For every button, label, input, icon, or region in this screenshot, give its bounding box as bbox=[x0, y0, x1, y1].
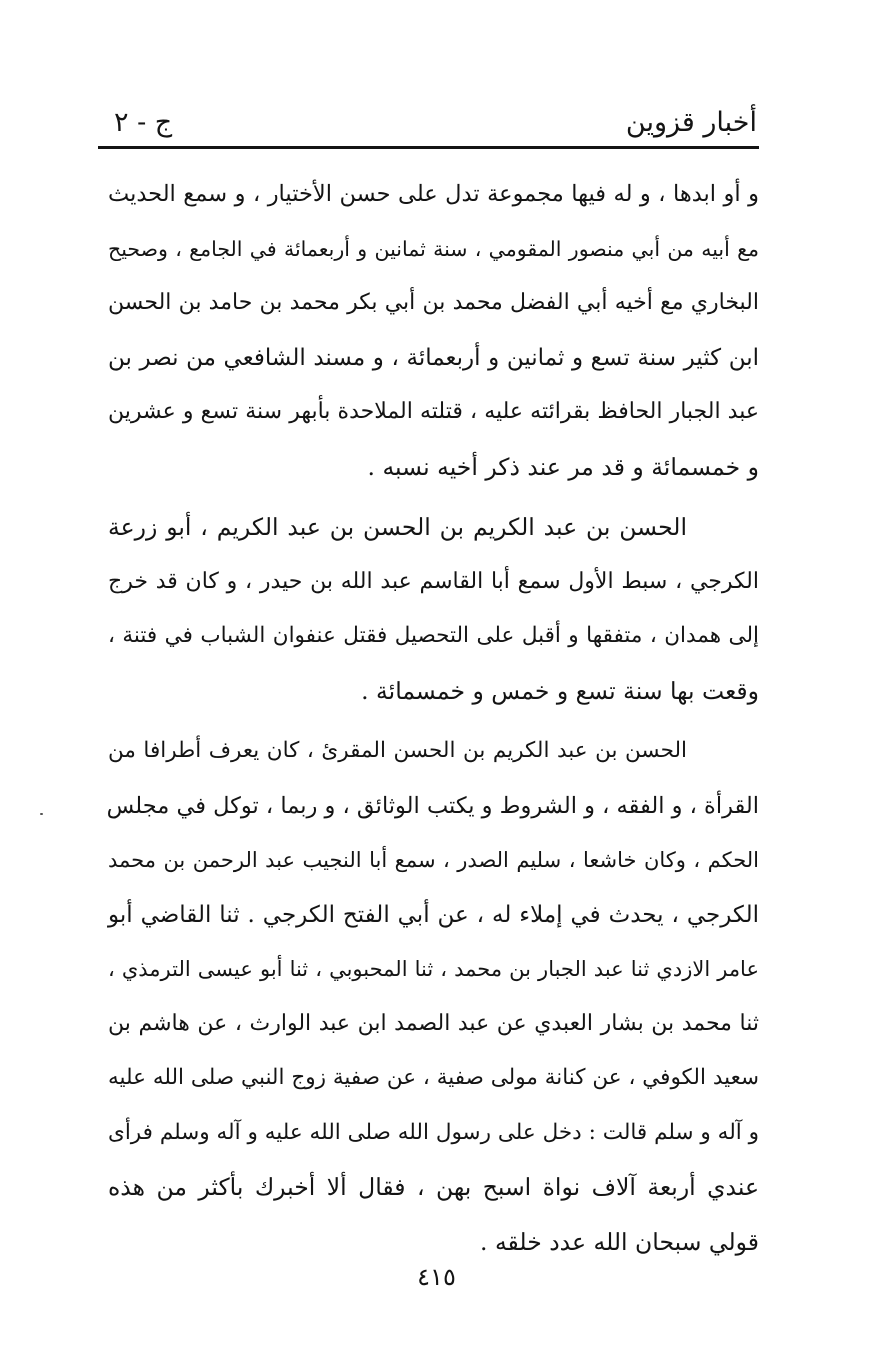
text-line: الكرجي ، سبط الأول سمع أبا القاسم عبد الله بن حيدر ، و كان قد خرج bbox=[108, 568, 759, 594]
running-title: أخبار قزوين bbox=[625, 107, 757, 138]
main-text bbox=[108, 167, 759, 1269]
text-line: سعيد الكوفي ، عن كنانة مولى صفية ، عن صفية زوج النبي صلى الله عليه bbox=[108, 1065, 759, 1090]
text-line: القرأة ، و الفقه ، و الشروط و يكتب الوثائق ، و ربما ، توكل في مجلس bbox=[106, 792, 759, 819]
text-line: قولي سبحان الله عدد خلقه . bbox=[480, 1227, 759, 1256]
header-rule bbox=[98, 146, 759, 149]
text-line: الحكم ، وكان خاشعا ، سليم الصدر ، سمع أبا النجيب عبد الرحمن بن محمد bbox=[108, 848, 759, 872]
text-line: البخاري مع أخيه أبي الفضل محمد بن أبي بكر محمد بن حامد بن الحسن bbox=[108, 290, 759, 315]
page-number: ٤١٥ bbox=[417, 1263, 456, 1291]
text-line: عبد الجبار الحافظ بقرائته عليه ، قتلته الملاحدة بأبهر سنة تسع و عشرين bbox=[108, 399, 759, 424]
paragraph-1 bbox=[108, 167, 759, 494]
text-line: ابن كثير سنة تسع و ثمانين و أربعمائة ، و مسند الشافعي من نصر بن bbox=[108, 344, 759, 371]
paragraph-3 bbox=[108, 724, 759, 1269]
text-line: ثنا محمد بن بشار العبدي عن عبد الصمد ابن عبد الوارث ، عن هاشم بن bbox=[108, 1010, 759, 1036]
text-line: إلى همدان ، متفقها و أقبل على التحصيل فقتل عنفوان الشباب في فتنة ، bbox=[108, 623, 759, 648]
text-line: عندي أربعة آلاف نواة اسبح بهن ، فقال ألا أخبرك بأكثر من هذه bbox=[108, 1173, 759, 1201]
text-line: وقعت بها سنة تسع و خمس و خمسمائة . bbox=[361, 676, 759, 705]
text-line: و أو ابدها ، و له فيها مجموعة تدل على حسن الأختيار ، و سمع الحديث bbox=[108, 181, 759, 207]
text-line: و خمسمائة و قد مر عند ذكر أخيه نسبه . bbox=[367, 452, 759, 481]
ink-speck bbox=[40, 813, 43, 815]
text-line: الحسن بن عبد الكريم بن الحسن المقرئ ، كان يعرف أطرافا من bbox=[108, 738, 687, 763]
text-line: عامر الازدي ثنا عبد الجبار بن محمد ، ثنا المحبوبي ، ثنا أبو عيسى الترمذي ، bbox=[108, 957, 759, 981]
paragraph-2 bbox=[108, 500, 759, 718]
text-line: الكرجي ، يحدث في إملاء له ، عن أبي الفتح الكرجي . ثنا القاضي أبو bbox=[108, 901, 759, 928]
text-line: مع أبيه من أبي منصور المقومي ، سنة ثمانين و أربعمائة في الجامع ، وصحيح bbox=[108, 236, 759, 261]
text-line: الحسن بن عبد الكريم بن الحسن بن عبد الكريم ، أبو زرعة bbox=[108, 513, 687, 541]
text-line: و آله و سلم قالت : دخل على رسول الله صلى الله عليه و آله وسلم فرأى bbox=[108, 1119, 759, 1145]
volume-number: ج - ٢ bbox=[114, 107, 173, 138]
running-header bbox=[100, 100, 757, 146]
